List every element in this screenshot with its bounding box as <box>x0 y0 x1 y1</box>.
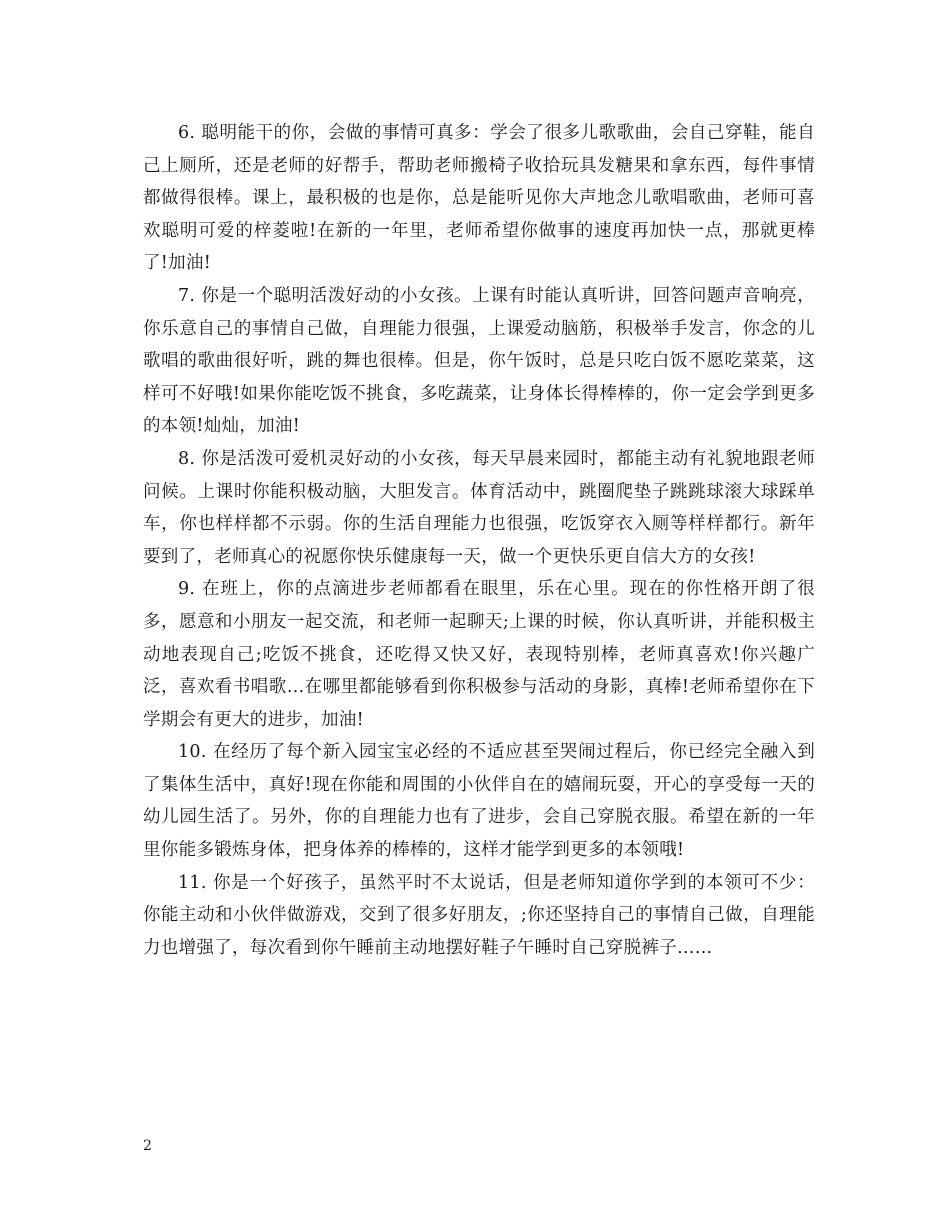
paragraph-6: 6. 聪明能干的你，会做的事情可真多：学会了很多儿歌歌曲，会自己穿鞋，能自己上厕所，还是老师的好帮手，帮助老师搬椅子收拾玩具发糖果和拿东西，每件事情都做得很棒。课上，最积极的也是你，总是能听见你大声地念儿歌唱歌曲，老师可喜欢聪明可爱的梓菱啦!在新的一年里，老师希望你做事的速度再加快一点，那就更棒了!加油! <box>143 123 815 274</box>
paragraph-9: 9. 在班上，你的点滴进步老师都看在眼里，乐在心里。现在的你性格开朗了很多，愿意和小朋友一起交流，和老师一起聊天;上课的时候，你认真听讲，并能积极主动地表现自己;吃饭不挑食，还吃得又快又好，表现特别棒，老师真喜欢!你兴趣广泛，喜欢看书唱歌…在哪里都能够看到你积极参与活动的身影，真棒!老师希望你在下学期会有更大的进步，加油! <box>143 579 815 730</box>
paragraph-8: 8. 你是活泼可爱机灵好动的小女孩，每天早晨来园时，都能主动有礼貌地跟老师问候。上课时你能积极动脑，大胆发言。体育活动中，跳圈爬垫子跳跳球滚大球踩单车，你也样样都不示弱。你的生活自理能力也很强，吃饭穿衣入厕等样样都行。新年要到了，老师真心的祝愿你快乐健康每一天，做一个更快乐更自信大方的女孩! <box>143 448 815 567</box>
paragraph-10: 10. 在经历了每个新入园宝宝必经的不适应甚至哭闹过程后，你已经完全融入到了集体生活中，真好!现在你能和周围的小伙伴自在的嬉闹玩耍，开心的享受每一天的幼儿园生活了。另外，你的自理能力也有了进步，会自己穿脱衣服。希望在新的一年里你能多锻炼身体，把身体养的棒棒的，这样才能学到更多的本领哦! <box>143 742 815 861</box>
page-number: 2 <box>143 1138 152 1154</box>
paragraph-11: 11. 你是一个好孩子，虽然平时不太说话，但是老师知道你学到的本领可不少：你能主动和小伙伴做游戏，交到了很多好朋友，;你还坚持自己的事情自己做，自理能力也增强了，每次看到你午睡前主动地摆好鞋子午睡时自己穿脱裤子…… <box>143 872 815 958</box>
paragraph-7: 7. 你是一个聪明活泼好动的小女孩。上课有时能认真听讲，回答问题声音响亮，你乐意自己的事情自己做，自理能力很强，上课爱动脑筋，积极举手发言，你念的儿歌唱的歌曲很好听，跳的舞也很棒。但是，你午饭时，总是只吃白饭不愿吃菜菜，这样可不好哦!如果你能吃饭不挑食，多吃蔬菜，让身体长得棒棒的，你一定会学到更多的本领!灿灿，加油! <box>143 285 815 437</box>
document-body <box>143 117 815 964</box>
